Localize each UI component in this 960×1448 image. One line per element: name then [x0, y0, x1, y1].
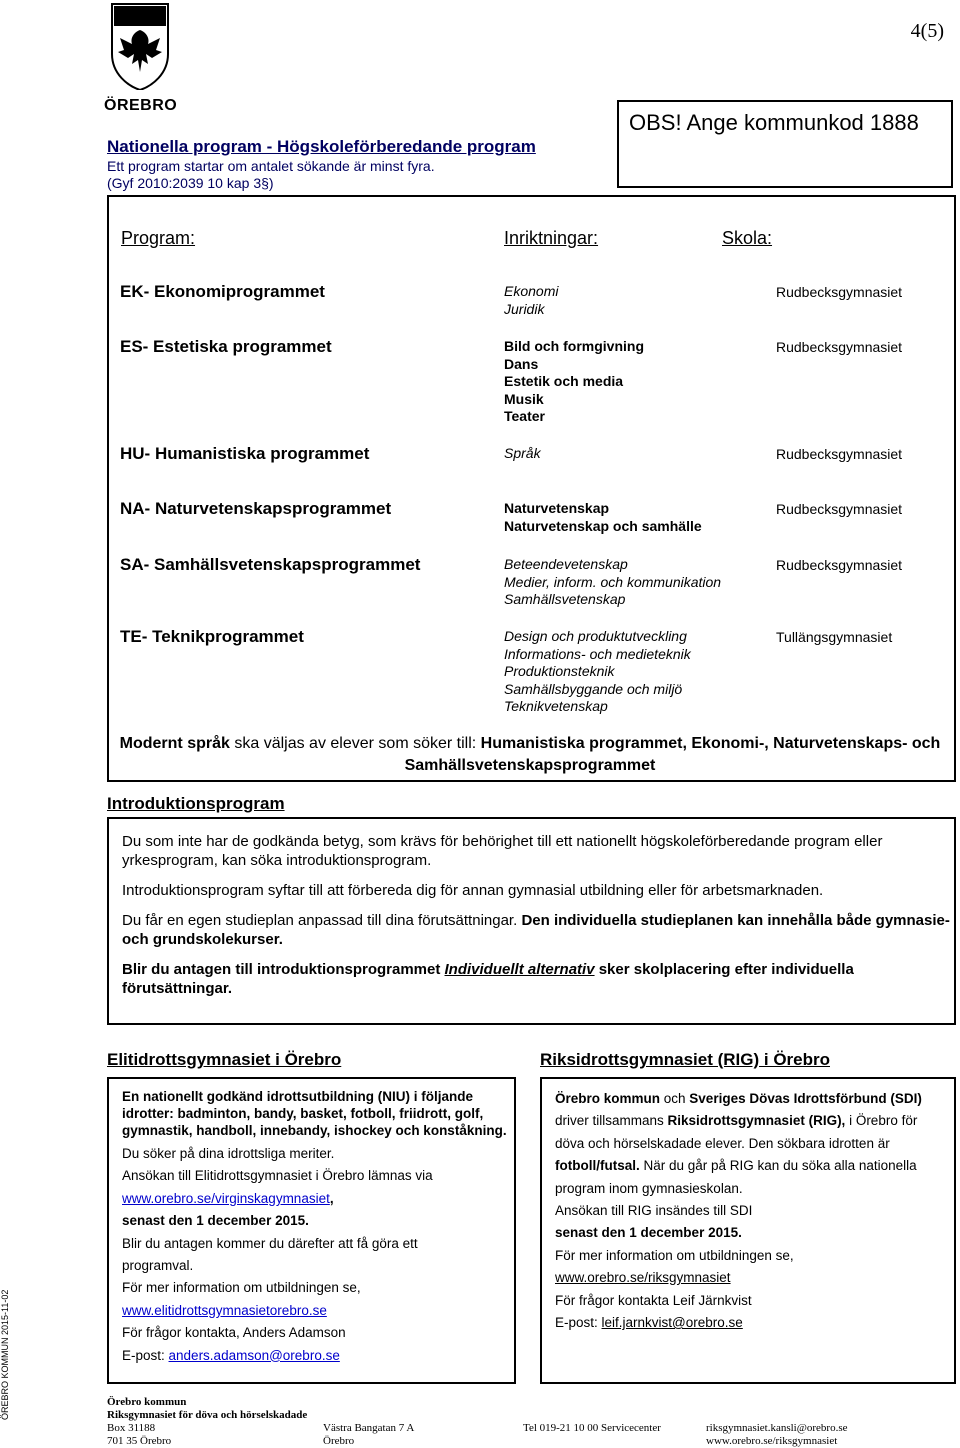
footer-org	[107, 1396, 307, 1422]
elit-box	[107, 1077, 516, 1384]
rig-a2: och	[660, 1091, 690, 1106]
rig-deadline: senast den 1 december 2015.	[555, 1225, 742, 1241]
subtitle-line-2: (Gyf 2010:2039 10 kap 3§)	[107, 175, 274, 191]
school-name: Rudbecksgymnasiet	[776, 501, 903, 517]
intro-paragraph-3	[122, 911, 954, 949]
email-label: E-post:	[122, 1347, 169, 1363]
elit-link-line	[122, 1188, 514, 1210]
rig-a8: När du går på RIG kan du söka alla nationella program inom gymnasieskolan.	[555, 1158, 917, 1196]
footer-zip: 701 35 Örebro	[107, 1435, 172, 1447]
inriktning-item: Bild och formgivning	[504, 338, 644, 354]
intro-p4-c: sker skolplacering efter individuella förutsättningar.	[122, 961, 854, 997]
inriktning-item: Musik	[504, 390, 544, 407]
inriktning-item: Juridik	[504, 300, 545, 317]
note-part-3: Humanistiska programmet, Ekonomi-, Naturvetenskaps- och	[480, 735, 941, 752]
footer-web[interactable]: www.orebro.se/riksgymnasiet	[706, 1435, 838, 1447]
rig-line: För frågor kontakta Leif Järnkvist	[555, 1292, 752, 1308]
school-name: Rudbecksgymnasiet	[776, 557, 903, 573]
rig-a6: i Örebro för döva och hörselskadade elever. Den sökbara idrotten är	[555, 1113, 918, 1151]
program-sa: SA- Samhällsvetenskapsprogrammet	[120, 555, 421, 574]
national-programs-title: Nationella program - Högskoleförberedande program	[107, 137, 536, 156]
inriktning-item: Estetik och media	[504, 373, 624, 389]
email-label: E-post:	[555, 1315, 602, 1331]
footer-street: Västra Bangatan 7 A	[323, 1422, 415, 1434]
footer-street-block	[323, 1422, 414, 1448]
footer-address	[107, 1422, 171, 1448]
school-name: Rudbecksgymnasiet	[776, 446, 903, 462]
intro-paragraph-2: Introduktionsprogram syftar till att förbereda dig för annan gymnasial utbildning eller för arbetsmarknaden.	[122, 882, 824, 899]
inriktning-item: Ekonomi	[504, 283, 559, 299]
note-part-2: ska väljas av elever som söker till:	[229, 735, 481, 752]
elit-bold-intro: En nationellt godkänd idrottsutbildning (NIU) i följande idrotter: badminton, bandy, basket, fotboll, friidrott, golf, gymnastik, handboll, innebandy, ishockey och konståkning.	[122, 1089, 507, 1138]
program-te: TE- Teknikprogrammet	[120, 627, 304, 646]
rig-intro	[555, 1088, 935, 1200]
elit-line: För frågor kontakta, Anders Adamson	[122, 1325, 346, 1341]
inriktning-list	[504, 338, 644, 426]
header-skola: Skola:	[722, 228, 773, 248]
rig-title: Riksidrottsgymnasiet (RIG) i Örebro	[540, 1050, 830, 1069]
logo-text: ÖREBRO	[104, 97, 178, 114]
intro-p4-b: Individuellt alternativ	[444, 961, 595, 978]
inriktning-item: Naturvetenskap	[504, 500, 610, 516]
inriktning-item: Medier, inform. och kommunikation	[504, 573, 722, 590]
modern-language-note	[110, 733, 950, 777]
header-program: Program:	[121, 228, 196, 248]
intro-paragraph-4	[122, 960, 954, 998]
rig-line: För mer information om utbildningen se,	[555, 1247, 794, 1263]
footer-org-1: Örebro kommun	[107, 1396, 187, 1408]
rig-website-link[interactable]: www.orebro.se/riksgymnasiet	[555, 1270, 731, 1286]
school-name: Rudbecksgymnasiet	[776, 284, 903, 300]
inriktning-item: Språk	[504, 445, 541, 461]
rig-line: Ansökan till RIG insändes till SDI	[555, 1203, 753, 1219]
inriktning-list	[504, 283, 558, 318]
program-na: NA- Naturvetenskapsprogrammet	[120, 499, 392, 518]
intro-p3-bold: Den individuella studieplanen kan innehålla både gymnasie- och grundskolekurser.	[122, 912, 950, 948]
inriktning-item: Teknikvetenskap	[504, 698, 608, 714]
footer-box: Box 31188	[107, 1422, 156, 1434]
footer-org-2: Riksgymnasiet för döva och hörselskadade	[107, 1409, 308, 1421]
national-programs-subtitle	[107, 158, 435, 192]
elit-line: Blir du antagen kommer du därefter att få göra ett programval.	[122, 1235, 418, 1274]
elit-line: Ansökan till Elitidrottsgymnasiet i Örebro lämnas via	[122, 1168, 433, 1184]
rig-a5: Riksidrottsgymnasiet (RIG),	[667, 1113, 846, 1129]
inriktning-list	[504, 556, 721, 609]
intro-p4-a: Blir du antagen till introduktionsprogrammet	[122, 961, 445, 978]
inriktning-list	[504, 628, 691, 716]
rig-email-link[interactable]: leif.jarnkvist@orebro.se	[601, 1315, 743, 1331]
orebro-logo	[104, 2, 178, 114]
rig-email-line	[555, 1312, 954, 1334]
inriktning-list	[504, 445, 541, 463]
inriktning-item: Produktionsteknik	[504, 663, 615, 679]
elit-title: Elitidrottsgymnasiet i Örebro	[107, 1050, 342, 1069]
elit-line: Du söker på dina idrottsliga meriter.	[122, 1146, 335, 1161]
coat-of-arms-icon	[104, 2, 176, 90]
intro-p3-normal: Du får en egen studieplan anpassad till dina förutsättningar.	[122, 912, 522, 929]
footer-city: Örebro	[323, 1435, 355, 1447]
school-name: Rudbecksgymnasiet	[776, 339, 903, 355]
note-part-1: Modernt språk	[119, 735, 230, 752]
rig-box	[540, 1077, 956, 1384]
virginska-link[interactable]: www.orebro.se/virginskagymnasiet	[122, 1190, 330, 1206]
side-stamp	[0, 1220, 14, 1420]
intro-paragraph-1: Du som inte har de godkända betyg, som krävs för behörighet till ett nationellt högskoleförberedande program eller yrkesprogram, kan söka introduktionsprogram.	[122, 833, 883, 869]
program-ek: EK- Ekonomiprogrammet	[120, 282, 325, 301]
elit-deadline: senast den 1 december 2015.	[122, 1213, 309, 1229]
header-inriktning: Inriktningar:	[504, 228, 599, 248]
intro-title: Introduktionsprogram	[107, 794, 285, 813]
inriktning-item: Design och produktutveckling	[504, 628, 687, 644]
elit-email-line	[122, 1345, 514, 1367]
obs-box	[617, 100, 953, 188]
rig-a3: Sveriges Dövas Idrottsförbund (SDI)	[689, 1091, 922, 1106]
inriktning-item: Teater	[504, 408, 545, 424]
side-stamp-text: ÖREBRO KOMMUN 2015-11-02	[0, 1289, 10, 1420]
obs-text: OBS! Ange kommunkod 1888	[629, 110, 919, 135]
footer-phone: Tel 019-21 10 00 Servicecenter	[523, 1422, 661, 1434]
elit-website-link[interactable]: www.elitidrottsgymnasietorebro.se	[122, 1302, 327, 1318]
inriktning-item: Samhällsbyggande och miljö	[504, 680, 683, 697]
page-number: 4(5)	[910, 20, 944, 42]
rig-a4: driver tillsammans	[555, 1113, 668, 1129]
note-part-4: Samhällsvetenskapsprogrammet	[404, 757, 656, 774]
inriktning-item: Naturvetenskap och samhälle	[504, 517, 702, 534]
footer-contact	[706, 1422, 848, 1448]
school-name: Tullängsgymnasiet	[776, 629, 893, 645]
program-hu: HU- Humanistiska programmet	[120, 444, 370, 463]
rig-a1: Örebro kommun	[555, 1091, 661, 1106]
elit-email-link[interactable]: anders.adamson@orebro.se	[168, 1347, 340, 1363]
inriktning-item: Dans	[504, 355, 539, 372]
subtitle-line-1: Ett program startar om antalet sökande är minst fyra.	[107, 158, 435, 174]
inriktning-item: Samhällsvetenskap	[504, 591, 626, 607]
program-es: ES- Estetiska programmet	[120, 337, 332, 356]
intro-box	[107, 817, 956, 1025]
elit-comma: ,	[329, 1190, 334, 1206]
rig-a7: fotboll/futsal.	[555, 1158, 640, 1174]
inriktning-list	[504, 500, 702, 535]
elit-line: För mer information om utbildningen se,	[122, 1280, 361, 1296]
inriktning-item: Beteendevetenskap	[504, 556, 628, 572]
footer-email[interactable]: riksgymnasiet.kansli@orebro.se	[706, 1422, 848, 1434]
inriktning-item: Informations- och medieteknik	[504, 645, 691, 662]
